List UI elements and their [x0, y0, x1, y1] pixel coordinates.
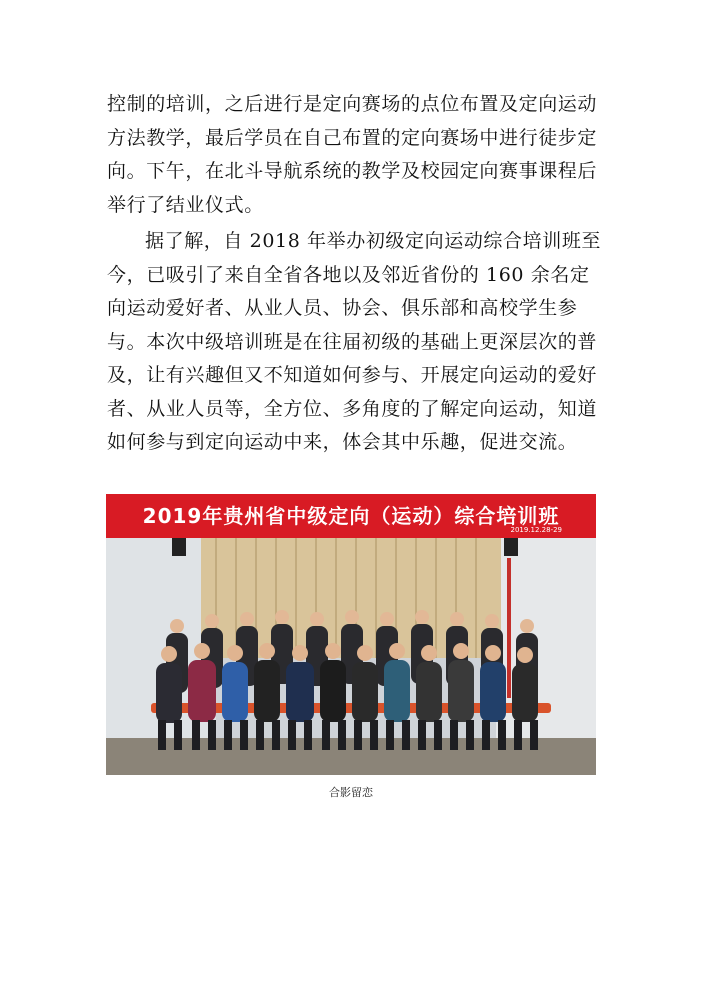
group-photo-scene	[106, 538, 596, 775]
group-photo	[106, 494, 596, 775]
article-body	[107, 88, 607, 460]
paragraph-2: 据了解，自 2018 年举办初级定向运动综合培训班至今，已吸引了来自全省各地以及邻近省份的 160 余名定向运动爱好者、从业人员、协会、俱乐部和高校学生参与。本次中级培训班是在往届初级的基础上更深层次的普及，让有兴趣但又不知道如何参与、开展定向运动的爱好者、从业人员等，全方位、多角度的了解定向运动，知道如何参与到定向运动中来，体会其中乐趣，促进交流。	[107, 230, 602, 453]
photo-banner	[106, 494, 596, 538]
banner-date: 2019.12.28-29	[510, 526, 562, 534]
paragraph-1: 控制的培训，之后进行是定向赛场的点位布置及定向运动方法教学，最后学员在自己布置的定向赛场中进行徒步定向。下午，在北斗导航系统的教学及校园定向赛事课程后举行了结业仪式。	[107, 93, 598, 216]
banner-title: 2019年贵州省中级定向（运动）综合培训班	[142, 504, 560, 528]
photo-caption: 合影留恋	[329, 786, 373, 799]
